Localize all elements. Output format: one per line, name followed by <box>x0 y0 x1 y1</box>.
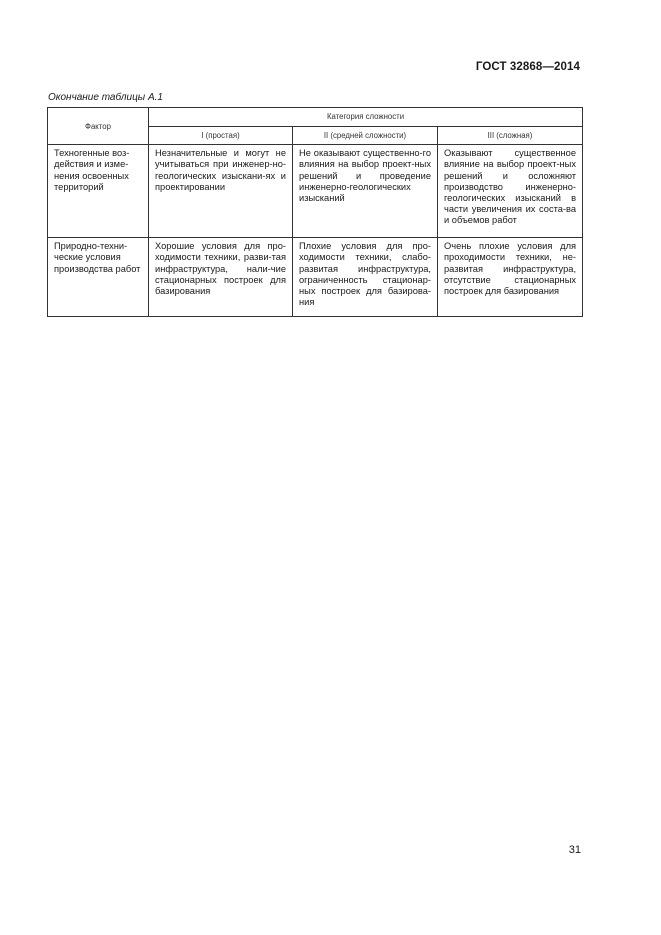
table-cell: Незначительные и могут не учитываться при инженер-но-геологических изыскани-ях и проектировании <box>149 145 293 238</box>
table-row <box>48 238 583 317</box>
table-cell: Очень плохие условия для проходимости техники, не-развитая инфраструктура, отсутствие стационарных построек для базирования <box>438 238 583 317</box>
table-cell: Не оказывают существенно-го влияния на выбор проект-ных решений и проведение инженерно-геологических изысканий <box>293 145 438 238</box>
category-simple-header: I (простая) <box>149 127 293 145</box>
table-row <box>48 145 583 238</box>
table-caption: Окончание таблицы А.1 <box>48 92 163 103</box>
page-number: 31 <box>568 844 581 856</box>
table-cell: Оказывают существенное влияние на выбор проект-ных решений и осложняют производство инженерно-геологических изысканий в части увеличения их соста-ва и объемов работ <box>438 145 583 238</box>
table-cell: Плохие условия для про-ходимости техники, слабо-развитая инфраструктура, ограниченность стационар-ных построек для базирова-ния <box>293 238 438 317</box>
table-cell: Хорошие условия для про-ходимости техники, разви-тая инфраструктура, нали-чие стационарных построек для базирования <box>149 238 293 317</box>
factor-cell: Природно-техни-ческие условия производства работ <box>48 238 149 317</box>
factor-cell: Техногенные воз-действия и изме-нения освоенных территорий <box>48 145 149 238</box>
category-medium-header: II (средней сложности) <box>293 127 438 145</box>
document-standard-number: ГОСТ 32868—2014 <box>475 61 580 73</box>
factor-column-header: Фактор <box>48 108 149 145</box>
table-header <box>48 108 583 145</box>
category-column-header: Категория сложности <box>149 108 583 127</box>
complexity-table <box>47 107 583 317</box>
category-complex-header: III (сложная) <box>438 127 583 145</box>
